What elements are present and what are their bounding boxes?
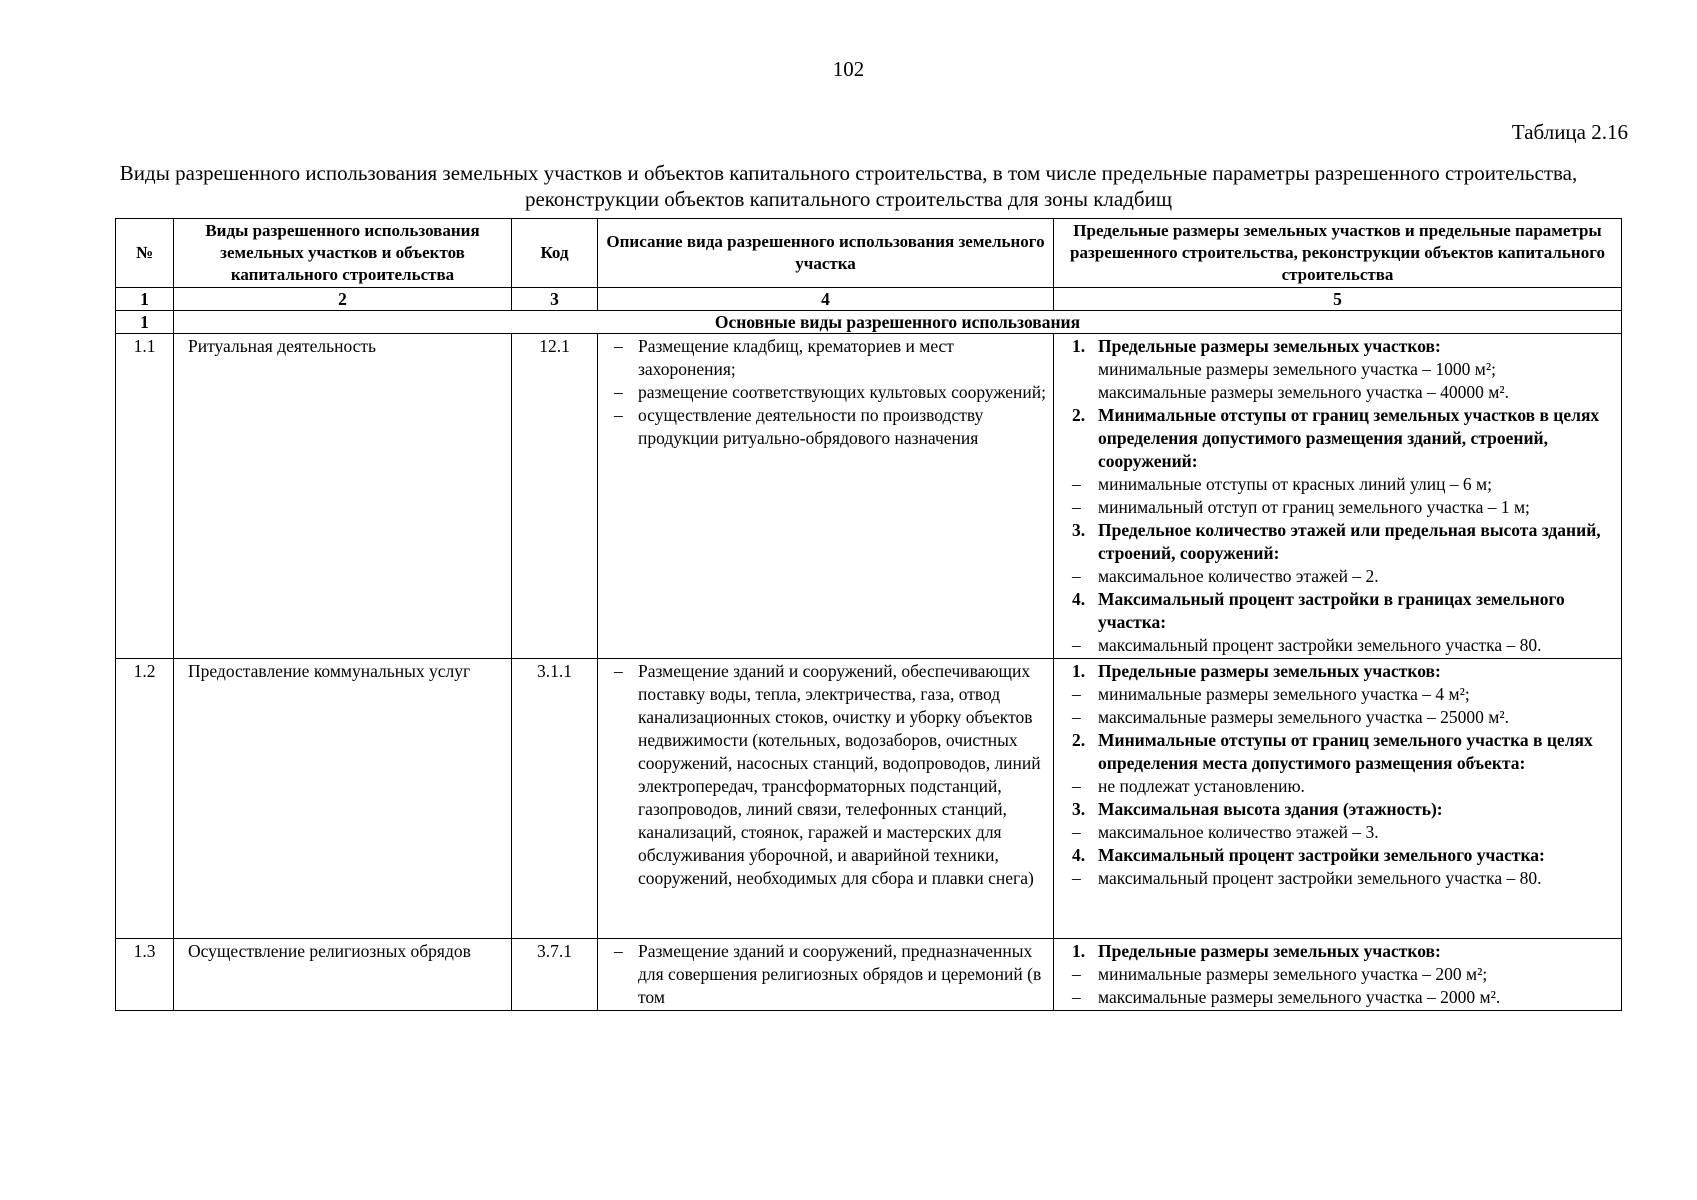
limit-heading-number: 1. xyxy=(1072,336,1086,356)
use-code: 3.1.1 xyxy=(512,659,598,939)
limit-item: максимальные размеры земельного участка – 40000 м². xyxy=(1098,382,1509,402)
limit-heading-number: 3. xyxy=(1072,799,1086,819)
column-number: 5 xyxy=(1054,288,1622,311)
limit-heading-text: Максимальный процент застройки земельного участка: xyxy=(1098,845,1545,865)
limit-heading-text: Предельное количество этажей или предельная высота зданий, строений, сооружений: xyxy=(1098,520,1601,563)
limit-heading-text: Максимальный процент застройки в границах земельного участка: xyxy=(1098,589,1565,632)
header-code: Код xyxy=(512,219,598,288)
limit-heading-number: 1. xyxy=(1072,941,1086,961)
table-label: Таблица 2.16 xyxy=(1511,120,1628,144)
page-number: 102 xyxy=(832,57,865,81)
section-number: 1 xyxy=(116,311,174,334)
limit-heading-number: 4. xyxy=(1072,845,1086,865)
column-number: 3 xyxy=(512,288,598,311)
limit-item: – максимальное количество этажей – 3. xyxy=(1060,821,1615,844)
table-row xyxy=(116,659,1622,939)
limit-heading-number: 2. xyxy=(1072,405,1086,425)
use-kind-name: Предоставление коммунальных услуг xyxy=(174,659,512,939)
limit-item: – максимальное количество этажей – 2. xyxy=(1060,565,1615,588)
column-number-row xyxy=(116,288,1622,311)
limit-heading-text: Предельные размеры земельных участков: xyxy=(1098,941,1441,961)
permitted-use-table xyxy=(115,218,1622,1011)
header-kind: Виды разрешенного использования земельных участков и объектов капитального строительства xyxy=(174,219,512,288)
limit-item: – максимальный процент застройки земельного участка – 80. xyxy=(1060,867,1615,890)
use-description xyxy=(598,334,1054,659)
limit-heading-text: Минимальные отступы от границ земельного участка в целях определения места допустимого размещения объекта: xyxy=(1098,730,1593,773)
limit-heading xyxy=(1060,519,1615,565)
header-num: № xyxy=(116,219,174,288)
use-limits xyxy=(1054,334,1622,659)
description-item: – осуществление деятельности по производству продукции ритуально-обрядового назначения xyxy=(604,404,1047,450)
use-description xyxy=(598,939,1054,1011)
row-number: 1.1 xyxy=(116,334,174,659)
limit-item: – минимальные отступы от красных линий улиц – 6 м; xyxy=(1060,473,1615,496)
header-row xyxy=(116,219,1622,288)
row-number: 1.2 xyxy=(116,659,174,939)
description-item: – Размещение зданий и сооружений, предназначенных для совершения религиозных обрядов и церемоний (в том xyxy=(604,940,1047,1009)
limit-item: – минимальный отступ от границ земельного участка – 1 м; xyxy=(1060,496,1615,519)
limit-heading-text: Максимальная высота здания (этажность): xyxy=(1098,799,1443,819)
limit-item: – максимальные размеры земельного участка – 2000 м². xyxy=(1060,986,1615,1009)
limit-heading-text: Предельные размеры земельных участков: xyxy=(1098,336,1441,356)
table-row xyxy=(116,334,1622,659)
use-description xyxy=(598,659,1054,939)
page-title: Виды разрешенного использования земельных участков и объектов капитального строительства, в том числе предельные параметры разрешенного строительства, реконструкции объектов капитального строительства для зоны кладбищ xyxy=(119,161,1578,211)
use-code: 12.1 xyxy=(512,334,598,659)
limit-item: – минимальные размеры земельного участка – 4 м²; xyxy=(1060,683,1615,706)
limit-item: – максимальный процент застройки земельного участка – 80. xyxy=(1060,634,1615,657)
limit-heading xyxy=(1060,404,1615,473)
limit-heading xyxy=(1060,335,1615,358)
limit-heading xyxy=(1060,660,1615,683)
limit-heading-text: Предельные размеры земельных участков: xyxy=(1098,661,1441,681)
row-number: 1.3 xyxy=(116,939,174,1011)
limit-heading-number: 4. xyxy=(1072,589,1086,609)
limit-item: – не подлежат установлению. xyxy=(1060,775,1615,798)
use-kind-name: Ритуальная деятельность xyxy=(174,334,512,659)
limit-heading xyxy=(1060,798,1615,821)
limit-item: – минимальные размеры земельного участка – 200 м²; xyxy=(1060,963,1615,986)
limit-heading-number: 1. xyxy=(1072,661,1086,681)
column-number: 2 xyxy=(174,288,512,311)
limit-heading xyxy=(1060,940,1615,963)
description-item: – размещение соответствующих культовых сооружений; xyxy=(604,381,1047,404)
limit-heading xyxy=(1060,844,1615,867)
limit-heading xyxy=(1060,588,1615,634)
section-title: Основные виды разрешенного использования xyxy=(174,311,1622,334)
use-limits xyxy=(1054,939,1622,1011)
limit-heading-number: 3. xyxy=(1072,520,1086,540)
use-limits xyxy=(1054,659,1622,939)
limit-heading-text: Минимальные отступы от границ земельных участков в целях определения допустимого размещения зданий, строений, сооружений: xyxy=(1098,405,1600,471)
limit-heading-number: 2. xyxy=(1072,730,1086,750)
use-code: 3.7.1 xyxy=(512,939,598,1011)
header-limits: Предельные размеры земельных участков и предельные параметры разрешенного строительства, реконструкции объектов капитального строительства xyxy=(1054,219,1622,288)
section-row xyxy=(116,311,1622,334)
limit-item: минимальные размеры земельного участка – 1000 м²; xyxy=(1098,359,1496,379)
table-row xyxy=(116,939,1622,1011)
header-description: Описание вида разрешенного использования земельного участка xyxy=(598,219,1054,288)
limit-item: – максимальные размеры земельного участка – 25000 м². xyxy=(1060,706,1615,729)
description-item: – Размещение зданий и сооружений, обеспечивающих поставку воды, тепла, электричества, газа, отвод канализационных стоков, очистку и уборку объектов недвижимости (котельных, водозаборов, очистных сооружений, насосных станций, водопроводов, линий электропередач, трансформаторных подстанций, газопроводов, линий связи, телефонных станций, канализаций, стоянок, гаражей и мастерских для обслуживания уборочной, и аварийной техники, сооружений, необходимых для сбора и плавки снега) xyxy=(604,660,1047,890)
column-number: 4 xyxy=(598,288,1054,311)
description-item: – Размещение кладбищ, крематориев и мест захоронения; xyxy=(604,335,1047,381)
limit-heading xyxy=(1060,729,1615,775)
use-kind-name: Осуществление религиозных обрядов xyxy=(174,939,512,1011)
column-number: 1 xyxy=(116,288,174,311)
